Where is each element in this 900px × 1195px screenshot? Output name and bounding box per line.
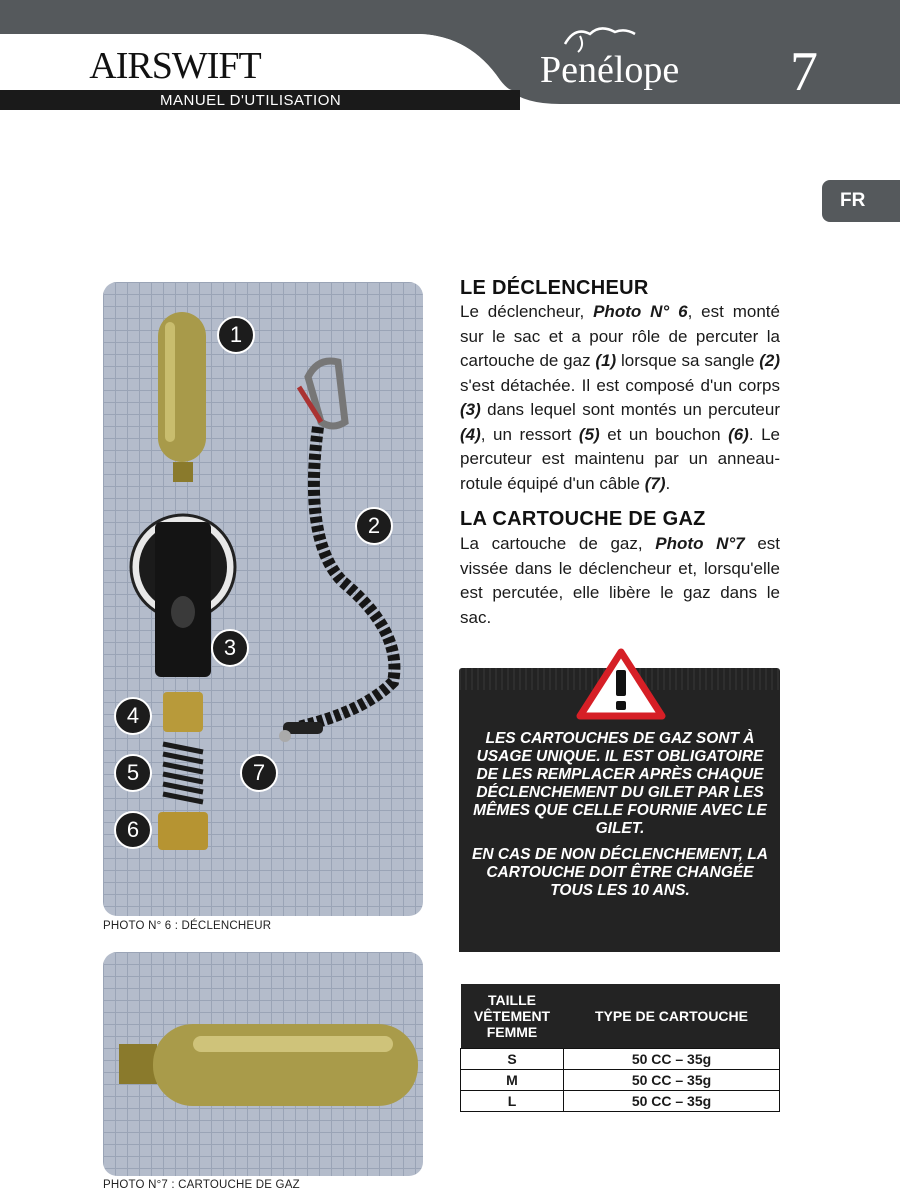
label-7: 7 [240, 754, 278, 792]
brand-name: AIRSWIFT [89, 45, 261, 87]
label-2: 2 [355, 507, 393, 545]
penelope-logo: Penélope [540, 49, 680, 91]
photo-ref: Photo N°7 [655, 534, 745, 553]
table-row [461, 1070, 780, 1091]
table-cell-cartridge: 50 CC – 35g [564, 1049, 780, 1070]
photo-ref: Photo N° 6 [593, 302, 688, 321]
table-row [461, 1049, 780, 1070]
table-cell-cartridge: 50 CC – 35g [564, 1070, 780, 1091]
language-tab[interactable]: FR [822, 180, 900, 222]
label-4: 4 [114, 697, 152, 735]
photo-cartridge [103, 952, 423, 1176]
section-text-cartridge: La cartouche de gaz, Photo N°7 est vissée dans le déclencheur et, lorsqu'elle est percutée, elle libère le gaz dans le sac. [460, 534, 781, 627]
table-cell-size: L [461, 1091, 564, 1112]
photo-6-caption: PHOTO N° 6 : DÉCLENCHEUR [103, 920, 272, 932]
warning-triangle-icon [576, 648, 666, 720]
photo-7-caption: PHOTO N°7 : CARTOUCHE DE GAZ [103, 1179, 300, 1191]
label-3: 3 [211, 629, 249, 667]
table-cell-cartridge: 50 CC – 35g [564, 1091, 780, 1112]
section-text-trigger: Le déclencheur, Photo N° 6, est monté sur le sac et a pour rôle de percuter la cartouche de gaz (1) lorsque sa sangle (2) s'est détachée. Il est composé d'un corps (3) dans lequel sont montés un percuteur (4), un ressort (5) et un bouchon (6). Le percuteur est maintenu par un anneau-rotule équipé d'un câble (7). [460, 302, 780, 493]
warning-text-single-use: LES CARTOUCHES DE GAZ SONT À USAGE UNIQUE. IL EST OBLIGATOIRE DE LES REMPLACER APRÈS CHAQUE DÉCLENCHEMENT DU GILET PAR LES MÊMES QUE CELLE FOURNIE AVEC LE GILET. [473, 730, 767, 837]
table-cell-size: M [461, 1070, 564, 1091]
photo-trigger [103, 282, 423, 916]
warning-text-replace: EN CAS DE NON DÉCLENCHEMENT, LA CARTOUCHE DOIT ÊTRE CHANGÉE TOUS LES 10 ANS. [472, 846, 768, 899]
table-header-cartridge: TYPE DE CARTOUCHE [564, 984, 780, 1049]
table-cell-size: S [461, 1049, 564, 1070]
table-row [461, 1091, 780, 1112]
label-1: 1 [217, 316, 255, 354]
page-number: 7 [790, 41, 818, 103]
cartridge-illustration [103, 952, 423, 1176]
manual-title: MANUEL D'UTILISATION [160, 92, 342, 109]
label-6: 6 [114, 811, 152, 849]
cartridge-size-table [460, 984, 780, 1112]
label-5: 5 [114, 754, 152, 792]
section-title-trigger: LE DÉCLENCHEUR [460, 277, 649, 299]
section-title-cartridge: LA CARTOUCHE DE GAZ [460, 508, 706, 530]
trigger-illustration [103, 282, 423, 916]
table-header-size: TAILLE VÊTEMENT FEMME [461, 984, 564, 1049]
